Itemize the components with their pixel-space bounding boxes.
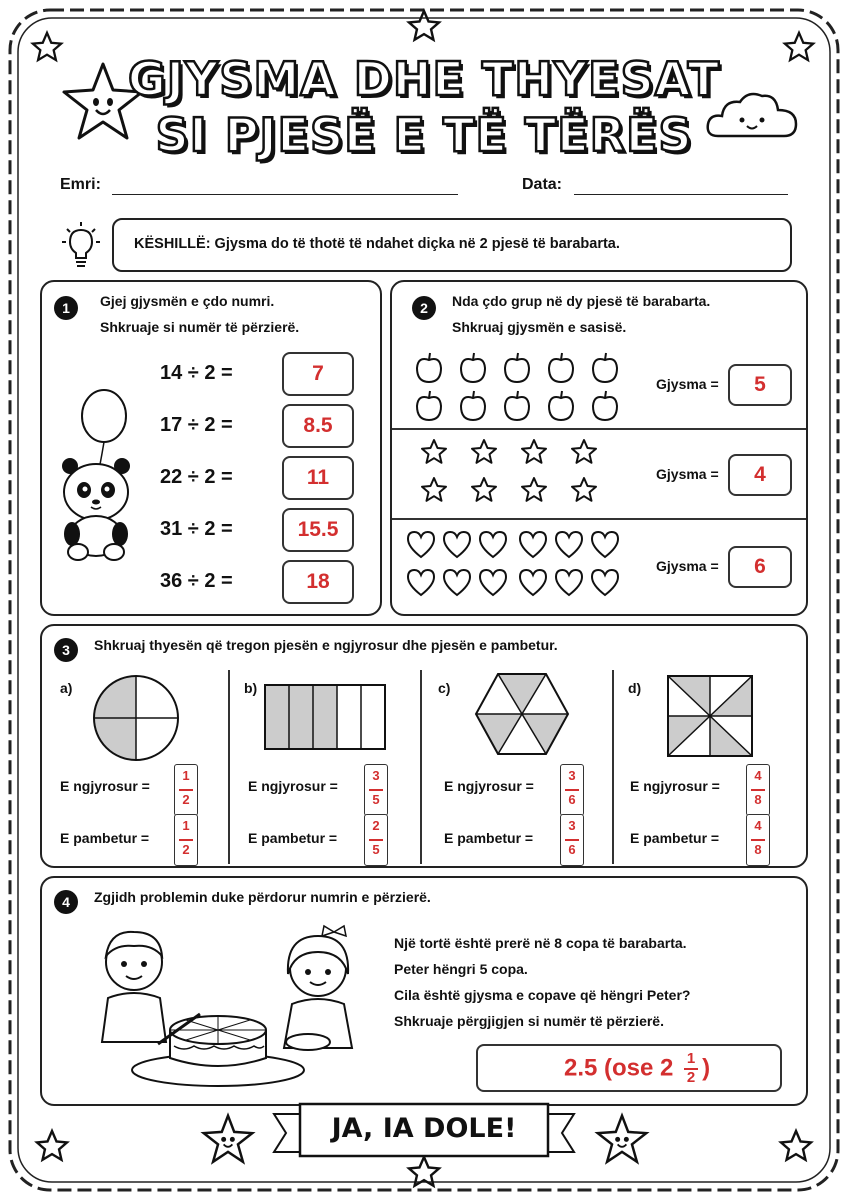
shaded-label: E ngjyrosur = xyxy=(630,778,720,794)
answer-box[interactable]: 6 xyxy=(728,546,792,588)
section-1 xyxy=(40,280,382,616)
shaded-label: E ngjyrosur = xyxy=(444,778,534,794)
circle-quarters-shape xyxy=(92,674,180,762)
star-icon xyxy=(572,440,596,463)
answer-close: ) xyxy=(702,1054,711,1082)
answer-box[interactable]: 5 xyxy=(728,364,792,406)
shaded-fraction[interactable]: 1 2 xyxy=(174,764,198,816)
star-icon xyxy=(472,478,496,501)
unshaded-label: E pambetur = xyxy=(60,830,150,846)
unshaded-fraction[interactable]: 4 8 xyxy=(746,814,770,866)
divider xyxy=(420,670,422,864)
apple-icon xyxy=(549,391,573,420)
lightbulb-icon xyxy=(58,220,104,270)
banner-text: JA, IA DOLE! xyxy=(331,1113,517,1144)
answer-box[interactable]: 18 xyxy=(282,560,354,604)
unshaded-fraction[interactable]: 2 5 xyxy=(364,814,388,866)
apple-icon xyxy=(593,391,617,420)
tip-text: KËSHILLË: Gjysma do të thotë të ndahet diçka në 2 pjesë të barabarta. xyxy=(134,236,620,252)
apple-icon xyxy=(461,353,485,382)
half-label: Gjysma = xyxy=(656,376,719,392)
instruction: Shkruaj gjysmën e sasisë. xyxy=(452,319,627,335)
unshaded-label: E pambetur = xyxy=(630,830,720,846)
star-icon xyxy=(522,440,546,463)
section-3 xyxy=(40,624,808,868)
equation: 36 ÷ 2 = xyxy=(160,570,233,592)
instruction: Gjej gjysmën e çdo numri. xyxy=(100,293,275,309)
answer-box[interactable]: 4 xyxy=(728,454,792,496)
divider xyxy=(228,670,230,864)
answer-denominator: 2 xyxy=(686,1069,696,1086)
star-icon xyxy=(406,8,442,44)
section-number: 1 xyxy=(54,296,78,320)
heart-icon xyxy=(520,570,546,595)
shaded-fraction[interactable]: 4 8 xyxy=(746,764,770,816)
heart-icon xyxy=(480,532,506,557)
item-letter: b) xyxy=(244,680,258,696)
star-icon xyxy=(572,478,596,501)
star-group xyxy=(420,438,620,514)
problem-line: Një tortë është prerë në 8 copa të barabarta. xyxy=(394,935,687,951)
shaded-label: E ngjyrosur = xyxy=(248,778,338,794)
hexagon-sixths-shape xyxy=(474,672,570,756)
problem-line: Shkruaje përgjigjen si numër të përzierë. xyxy=(394,1013,664,1029)
star-icon xyxy=(34,1128,70,1164)
heart-icon xyxy=(592,570,618,595)
divider xyxy=(392,428,806,430)
half-label: Gjysma = xyxy=(656,558,719,574)
instruction: Shkruaj thyesën që tregon pjesën e ngjyrosur dhe pjesën e pambetur. xyxy=(94,637,558,653)
heart-icon xyxy=(480,570,506,595)
name-field[interactable] xyxy=(112,194,458,195)
star-icon xyxy=(422,478,446,501)
smiling-star-icon xyxy=(594,1112,650,1168)
square-eighths-shape xyxy=(666,674,754,758)
heart-group xyxy=(406,530,636,606)
section-4 xyxy=(40,876,808,1106)
star-icon xyxy=(472,440,496,463)
smiling-star-icon xyxy=(200,1112,256,1168)
heart-icon xyxy=(408,532,434,557)
answer-main: 2.5 (ose 2 xyxy=(564,1054,674,1082)
answer-numerator: 1 xyxy=(686,1050,696,1067)
title-line-2: SI PJESË E TË TËRËS xyxy=(155,108,693,162)
divider xyxy=(612,670,614,864)
shaded-fraction[interactable]: 3 6 xyxy=(560,764,584,816)
section-2 xyxy=(390,280,808,616)
heart-icon xyxy=(444,532,470,557)
apple-icon xyxy=(417,391,441,420)
section-number: 4 xyxy=(54,890,78,914)
date-field[interactable] xyxy=(574,194,788,195)
children-with-cake-illustration xyxy=(88,922,378,1092)
problem-line: Cila është gjysma e copave që hëngri Peter? xyxy=(394,987,691,1003)
heart-icon xyxy=(556,532,582,557)
heart-icon xyxy=(444,570,470,595)
unshaded-label: E pambetur = xyxy=(444,830,534,846)
apple-icon xyxy=(505,391,529,420)
answer-box[interactable]: 15.5 xyxy=(282,508,354,552)
title-line-1: GJYSMA DHE THYESAT xyxy=(128,52,720,106)
date-label: Data: xyxy=(522,176,563,193)
unshaded-fraction[interactable]: 1 2 xyxy=(174,814,198,866)
instruction: Shkruaje si numër të përzierë. xyxy=(100,319,300,335)
heart-icon xyxy=(520,532,546,557)
heart-icon xyxy=(556,570,582,595)
equation: 14 ÷ 2 = xyxy=(160,362,233,384)
apple-group xyxy=(410,348,630,424)
item-letter: c) xyxy=(438,680,451,696)
shaded-fraction[interactable]: 3 5 xyxy=(364,764,388,816)
apple-icon xyxy=(549,353,573,382)
answer-box[interactable]: 11 xyxy=(282,456,354,500)
answer-box[interactable]: 8.5 xyxy=(282,404,354,448)
equation: 31 ÷ 2 = xyxy=(160,518,233,540)
heart-icon xyxy=(592,532,618,557)
unshaded-fraction[interactable]: 3 6 xyxy=(560,814,584,866)
half-label: Gjysma = xyxy=(656,466,719,482)
item-letter: d) xyxy=(628,680,642,696)
tip-box xyxy=(112,218,792,272)
instruction: Nda çdo grup në dy pjesë të barabarta. xyxy=(452,293,711,309)
shaded-label: E ngjyrosur = xyxy=(60,778,150,794)
panda-icon xyxy=(56,386,140,562)
rectangle-fifths-shape xyxy=(264,684,386,750)
section-number: 2 xyxy=(412,296,436,320)
answer-box[interactable]: 7 xyxy=(282,352,354,396)
unshaded-label: E pambetur = xyxy=(248,830,338,846)
apple-icon xyxy=(417,353,441,382)
item-letter: a) xyxy=(60,680,73,696)
equation: 22 ÷ 2 = xyxy=(160,466,233,488)
apple-icon xyxy=(461,391,485,420)
star-icon xyxy=(778,1128,814,1164)
answer-box[interactable] xyxy=(476,1044,782,1092)
section-number: 3 xyxy=(54,638,78,662)
heart-icon xyxy=(408,570,434,595)
apple-icon xyxy=(593,353,617,382)
star-icon xyxy=(522,478,546,501)
equation: 17 ÷ 2 = xyxy=(160,414,233,436)
star-icon xyxy=(422,440,446,463)
apple-icon xyxy=(505,353,529,382)
divider xyxy=(392,518,806,520)
problem-line: Peter hëngri 5 copa. xyxy=(394,961,528,977)
instruction: Zgjidh problemin duke përdorur numrin e përzierë. xyxy=(94,889,431,905)
name-label: Emri: xyxy=(60,176,101,193)
